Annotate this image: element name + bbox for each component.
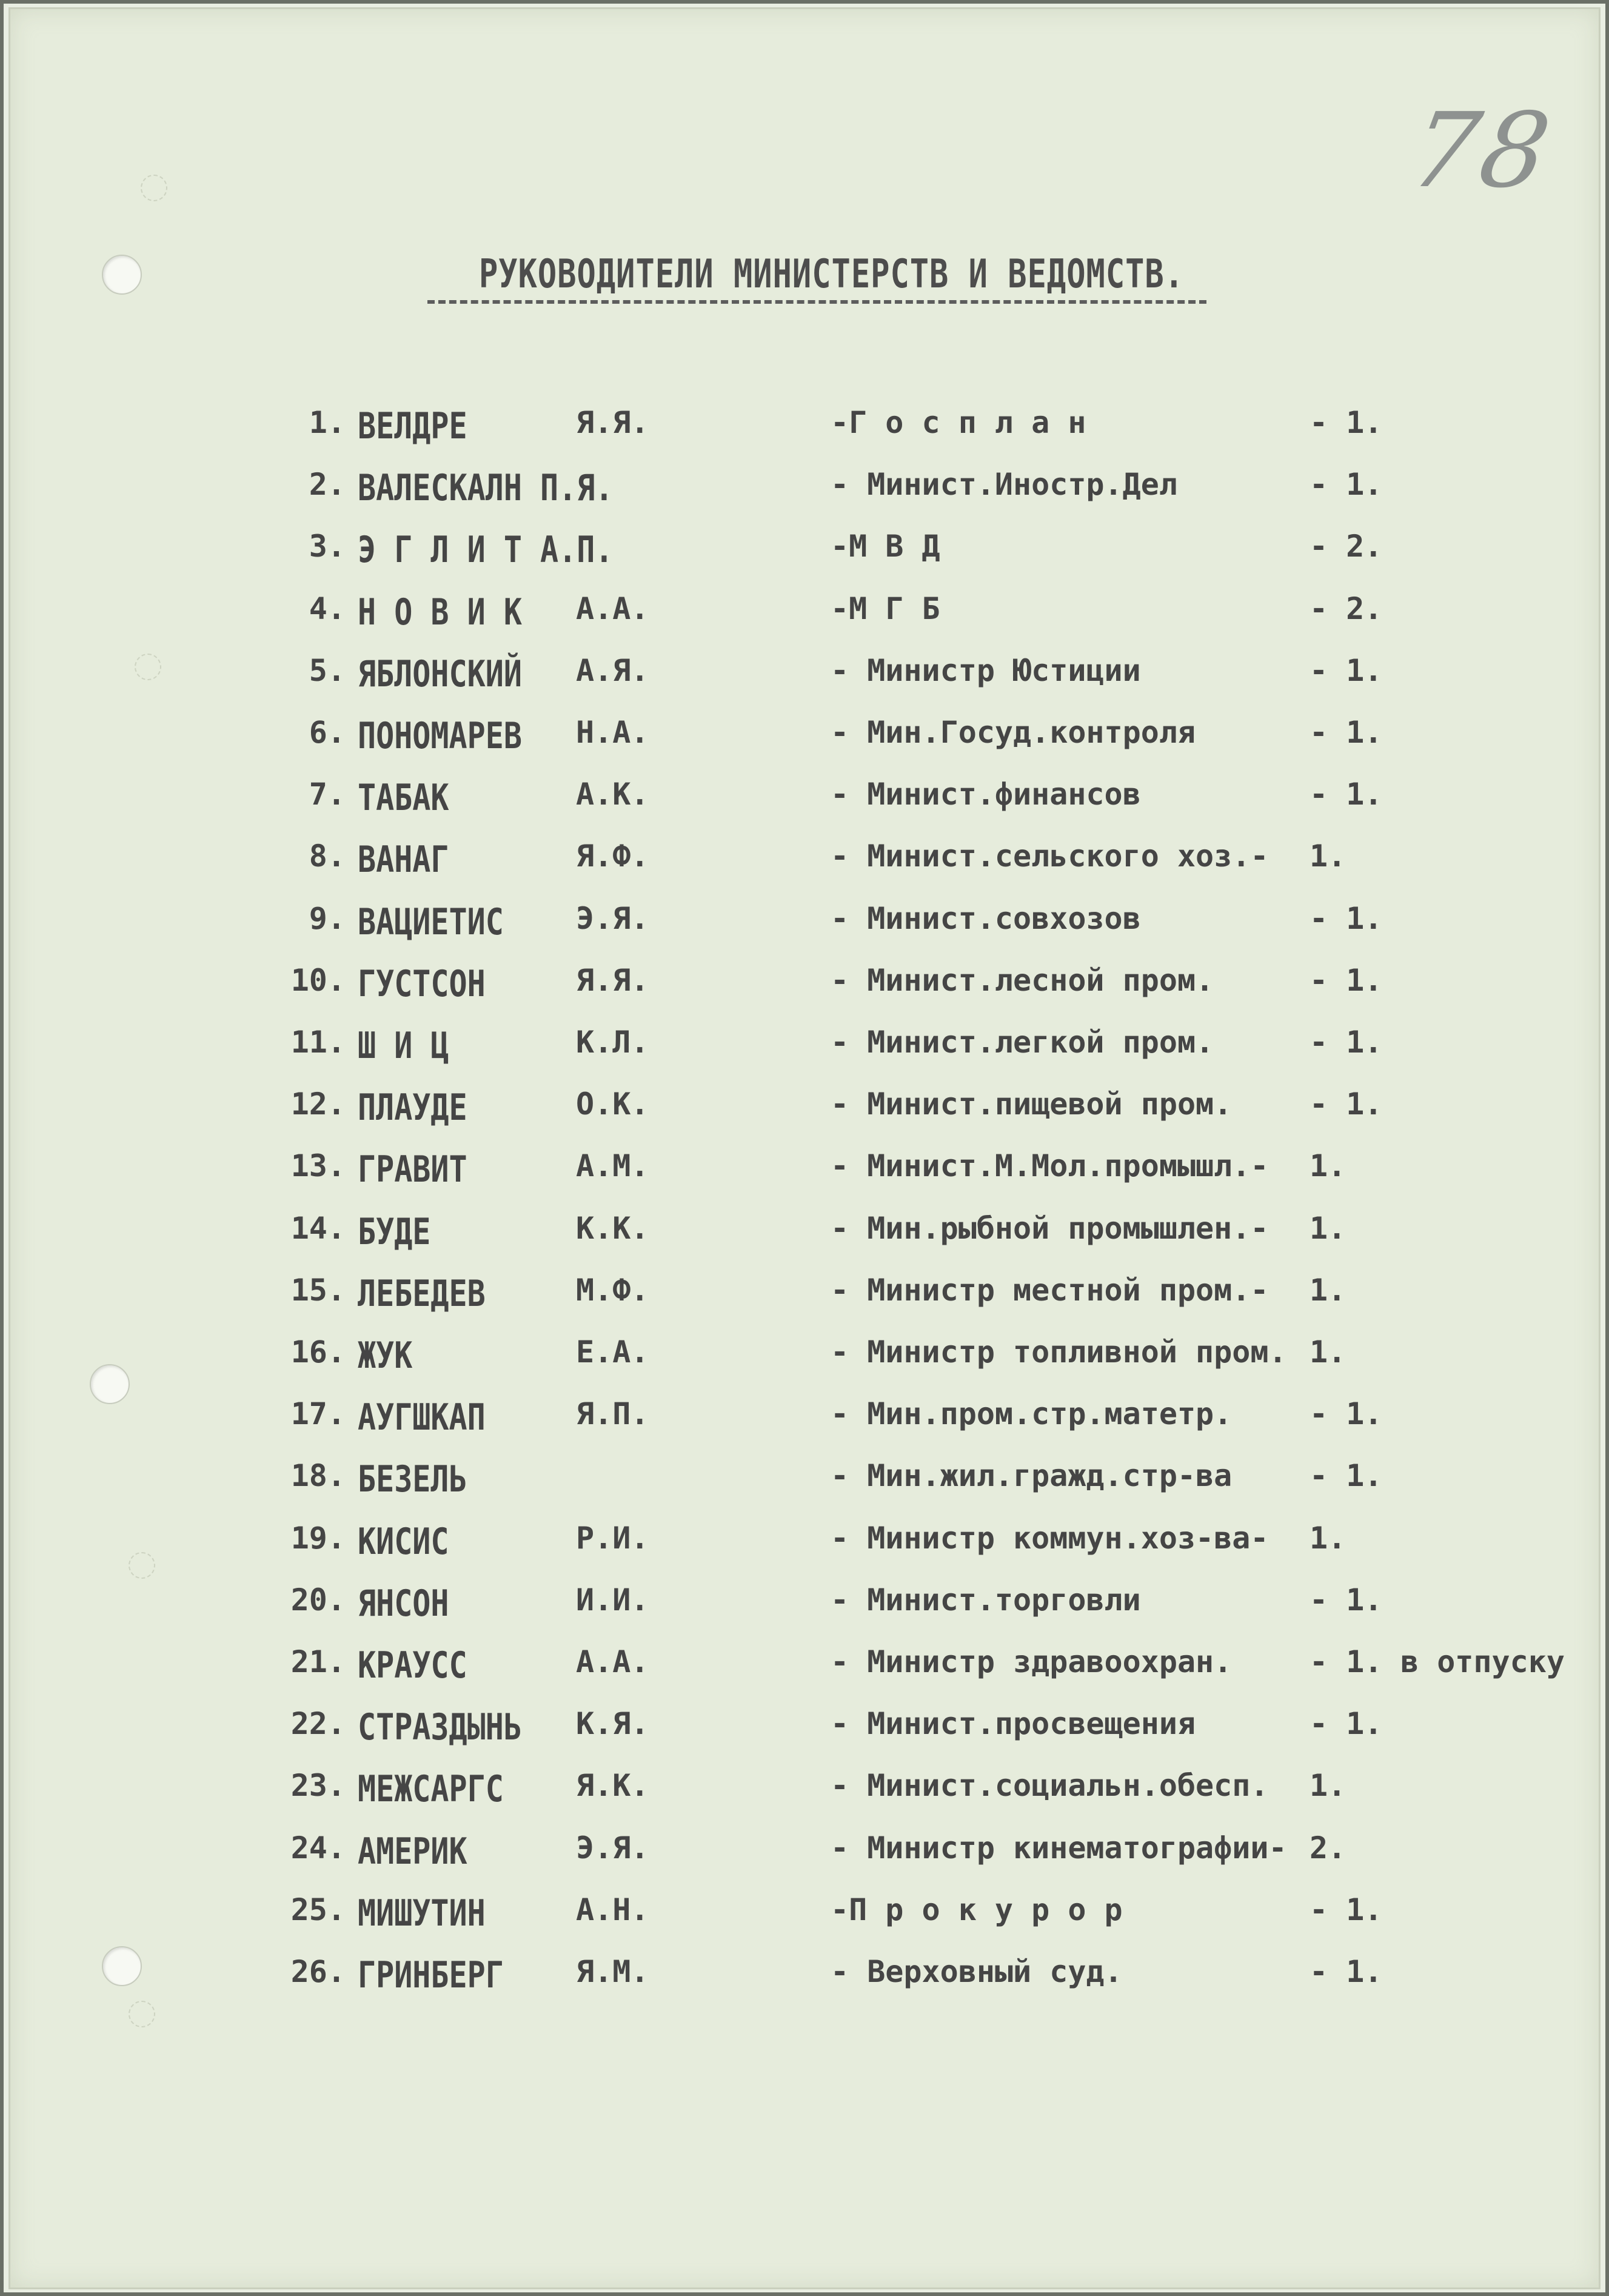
surname: ТАБАК bbox=[358, 777, 449, 819]
list-item bbox=[0, 1076, 1609, 1130]
count: - 1. bbox=[1310, 1644, 1383, 1679]
title-underline bbox=[427, 300, 1206, 304]
count: - 1. bbox=[1310, 777, 1383, 812]
list-item bbox=[0, 1757, 1609, 1812]
surname: БЕЗЕЛЬ bbox=[358, 1458, 467, 1501]
surname: АМЕРИК bbox=[358, 1830, 467, 1873]
hole-imprint-mark bbox=[129, 2001, 155, 2027]
initials: Н.А. bbox=[576, 715, 649, 750]
initials: К.Я. bbox=[576, 1706, 649, 1741]
ministry: - Минист.лесной пром. bbox=[831, 963, 1214, 998]
ministry: - Минист.торговли bbox=[831, 1582, 1141, 1618]
ministry: - Министр здравоохран. bbox=[831, 1644, 1233, 1679]
initials: М.Ф. bbox=[576, 1273, 649, 1308]
ministry: - Министр местной пром.- bbox=[831, 1273, 1269, 1308]
surname: Э Г Л И Т А.П. bbox=[358, 529, 614, 571]
surname: МЕЖСАРГС bbox=[358, 1768, 504, 1810]
row-number: 8. bbox=[309, 838, 346, 874]
row-number: 7. bbox=[309, 777, 346, 812]
list-item bbox=[0, 1200, 1609, 1254]
initials: Е.А. bbox=[576, 1334, 649, 1370]
row-number: 13. bbox=[290, 1148, 346, 1183]
count: - 1. bbox=[1310, 1396, 1383, 1431]
list-item bbox=[0, 1385, 1609, 1440]
list-item bbox=[0, 642, 1609, 697]
ministry: - Минист.М.Мол.промышл.- bbox=[831, 1148, 1269, 1183]
list-item bbox=[0, 890, 1609, 945]
list-item bbox=[0, 1324, 1609, 1378]
ministry: -М В Д bbox=[831, 529, 940, 564]
row-number: 24. bbox=[290, 1830, 346, 1866]
surname: БУДЕ bbox=[358, 1211, 431, 1253]
count: - 1. bbox=[1310, 1954, 1383, 1989]
initials: Я.Я. bbox=[576, 405, 649, 440]
list-item bbox=[0, 766, 1609, 820]
row-number: 18. bbox=[290, 1458, 346, 1493]
ministry: - Минист.финансов bbox=[831, 777, 1141, 812]
list-item bbox=[0, 828, 1609, 882]
count: 2. bbox=[1310, 1830, 1346, 1866]
initials: Я.К. bbox=[576, 1768, 649, 1803]
initials: А.А. bbox=[576, 1644, 649, 1679]
row-number: 10. bbox=[290, 963, 346, 998]
list-item bbox=[0, 518, 1609, 572]
ministry: - Министр коммун.хоз-ва- bbox=[831, 1521, 1269, 1556]
list-item bbox=[0, 704, 1609, 758]
list-item bbox=[0, 1014, 1609, 1068]
surname: ГУСТСОН bbox=[358, 963, 486, 1005]
count: 1. bbox=[1310, 1521, 1346, 1556]
ministry: - Минист.Иностр.Дел bbox=[831, 467, 1177, 502]
surname: КИСИС bbox=[358, 1521, 449, 1563]
note: в отпуску bbox=[1400, 1644, 1565, 1679]
row-number: 9. bbox=[309, 901, 346, 936]
surname: ВАЦИЕТИС bbox=[358, 901, 504, 943]
row-number: 23. bbox=[290, 1768, 346, 1803]
initials: Я.Ф. bbox=[576, 838, 649, 874]
list-item bbox=[0, 1881, 1609, 1936]
initials: К.Л. bbox=[576, 1025, 649, 1060]
initials: О.К. bbox=[576, 1086, 649, 1122]
ministry: - Министр кинематографии- bbox=[831, 1830, 1287, 1866]
list-item bbox=[0, 1262, 1609, 1316]
ministry: -П р о к у р о р bbox=[831, 1892, 1123, 1927]
row-number: 26. bbox=[290, 1954, 346, 1989]
surname: ВАНАГ bbox=[358, 838, 449, 881]
count: 1. bbox=[1310, 1334, 1346, 1370]
ministry: -Г о с п л а н bbox=[831, 405, 1086, 440]
list-item bbox=[0, 394, 1609, 449]
initials: Я.М. bbox=[576, 1954, 649, 1989]
initials: Р.И. bbox=[576, 1521, 649, 1556]
punch-hole-top bbox=[102, 255, 142, 295]
count: - 1. bbox=[1310, 901, 1383, 936]
count: - 1. bbox=[1310, 405, 1383, 440]
row-number: 25. bbox=[290, 1892, 346, 1927]
surname: ГРИНБЕРГ bbox=[358, 1954, 504, 1996]
ministry: -М Г Б bbox=[831, 591, 940, 626]
list-item bbox=[0, 1819, 1609, 1874]
surname: СТРАЗДЫНЬ bbox=[358, 1706, 522, 1749]
count: - 1. bbox=[1310, 963, 1383, 998]
initials: А.М. bbox=[576, 1148, 649, 1183]
ministry: - Минист.сельского хоз.- bbox=[831, 838, 1269, 874]
row-number: 20. bbox=[290, 1582, 346, 1618]
list-item bbox=[0, 952, 1609, 1006]
count: - 1. bbox=[1310, 653, 1383, 688]
initials: Э.Я. bbox=[576, 1830, 649, 1866]
list-item bbox=[0, 1137, 1609, 1192]
count: - 1. bbox=[1310, 1458, 1383, 1493]
count: - 1. bbox=[1310, 1892, 1383, 1927]
hole-imprint-mark bbox=[141, 175, 167, 201]
list-item bbox=[0, 456, 1609, 510]
surname: ЖУК bbox=[358, 1334, 413, 1377]
count: - 1. bbox=[1310, 1025, 1383, 1060]
ministry: - Министр Юстиции bbox=[831, 653, 1141, 688]
row-number: 21. bbox=[290, 1644, 346, 1679]
initials: Я.Я. bbox=[576, 963, 649, 998]
count: - 1. bbox=[1310, 1582, 1383, 1618]
surname: ЯНСОН bbox=[358, 1582, 449, 1625]
surname: ЯБЛОНСКИЙ bbox=[358, 653, 522, 695]
surname: МИШУТИН bbox=[358, 1892, 486, 1935]
surname: ПЛАУДЕ bbox=[358, 1086, 467, 1129]
ministry: - Мин.пром.стр.матетр. bbox=[831, 1396, 1233, 1431]
initials: К.К. bbox=[576, 1211, 649, 1246]
count: - 1. bbox=[1310, 467, 1383, 502]
count: 1. bbox=[1310, 1148, 1346, 1183]
row-number: 2. bbox=[309, 467, 346, 502]
ministry: - Мин.Госуд.контроля bbox=[831, 715, 1196, 750]
surname: КРАУСС bbox=[358, 1644, 467, 1687]
ministry: - Верховный суд. bbox=[831, 1954, 1123, 1989]
row-number: 5. bbox=[309, 653, 346, 688]
ministry: - Минист.совхозов bbox=[831, 901, 1141, 936]
count: - 1. bbox=[1310, 715, 1383, 750]
ministry: - Минист.просвещения bbox=[831, 1706, 1196, 1741]
count: 1. bbox=[1310, 1768, 1346, 1803]
ministry: - Мин.рыбной промышлен.- bbox=[831, 1211, 1269, 1246]
list-item bbox=[0, 1695, 1609, 1750]
row-number: 14. bbox=[290, 1211, 346, 1246]
surname: ПОНОМАРЕВ bbox=[358, 715, 522, 757]
initials: Я.П. bbox=[576, 1396, 649, 1431]
ministry: - Минист.пищевой пром. bbox=[831, 1086, 1233, 1122]
ministry: - Минист.социальн.обесп. bbox=[831, 1768, 1269, 1803]
list-item bbox=[0, 580, 1609, 635]
page-title: РУКОВОДИТЕЛИ МИНИСТЕРСТВ И ВЕДОМСТВ. bbox=[479, 252, 1185, 297]
surname: Ш И Ц bbox=[358, 1025, 449, 1067]
initials: И.И. bbox=[576, 1582, 649, 1618]
count: - 2. bbox=[1310, 529, 1383, 564]
list-item bbox=[0, 1943, 1609, 1998]
surname: ВАЛЕСКАЛН П.Я. bbox=[358, 467, 614, 509]
row-number: 17. bbox=[290, 1396, 346, 1431]
list-item bbox=[0, 1510, 1609, 1564]
row-number: 11. bbox=[290, 1025, 346, 1060]
count: - 1. bbox=[1310, 1086, 1383, 1122]
initials: А.Н. bbox=[576, 1892, 649, 1927]
initials: А.Я. bbox=[576, 653, 649, 688]
row-number: 6. bbox=[309, 715, 346, 750]
row-number: 15. bbox=[290, 1273, 346, 1308]
surname: ГРАВИТ bbox=[358, 1148, 467, 1191]
row-number: 22. bbox=[290, 1706, 346, 1741]
count: - 2. bbox=[1310, 591, 1383, 626]
list-item bbox=[0, 1571, 1609, 1626]
handwritten-folio-number: 78 bbox=[1402, 91, 1562, 211]
initials: Э.Я. bbox=[576, 901, 649, 936]
count: 1. bbox=[1310, 838, 1346, 874]
ministry: - Мин.жил.гражд.стр-ва bbox=[831, 1458, 1233, 1493]
row-number: 4. bbox=[309, 591, 346, 626]
initials: А.А. bbox=[576, 591, 649, 626]
ministry: - Минист.легкой пром. bbox=[831, 1025, 1214, 1060]
initials: А.К. bbox=[576, 777, 649, 812]
list-item bbox=[0, 1633, 1609, 1688]
row-number: 19. bbox=[290, 1521, 346, 1556]
surname: Н О В И К bbox=[358, 591, 522, 634]
surname: ЛЕБЕДЕВ bbox=[358, 1273, 486, 1315]
row-number: 16. bbox=[290, 1334, 346, 1370]
row-number: 3. bbox=[309, 529, 346, 564]
ministry: - Министр топливной пром. bbox=[831, 1334, 1287, 1370]
count: 1. bbox=[1310, 1273, 1346, 1308]
count: - 1. bbox=[1310, 1706, 1383, 1741]
surname: ВЕЛДРЕ bbox=[358, 405, 467, 447]
list-item bbox=[0, 1447, 1609, 1502]
count: 1. bbox=[1310, 1211, 1346, 1246]
row-number: 12. bbox=[290, 1086, 346, 1122]
surname: АУГШКАП bbox=[358, 1396, 486, 1439]
row-number: 1. bbox=[309, 405, 346, 440]
